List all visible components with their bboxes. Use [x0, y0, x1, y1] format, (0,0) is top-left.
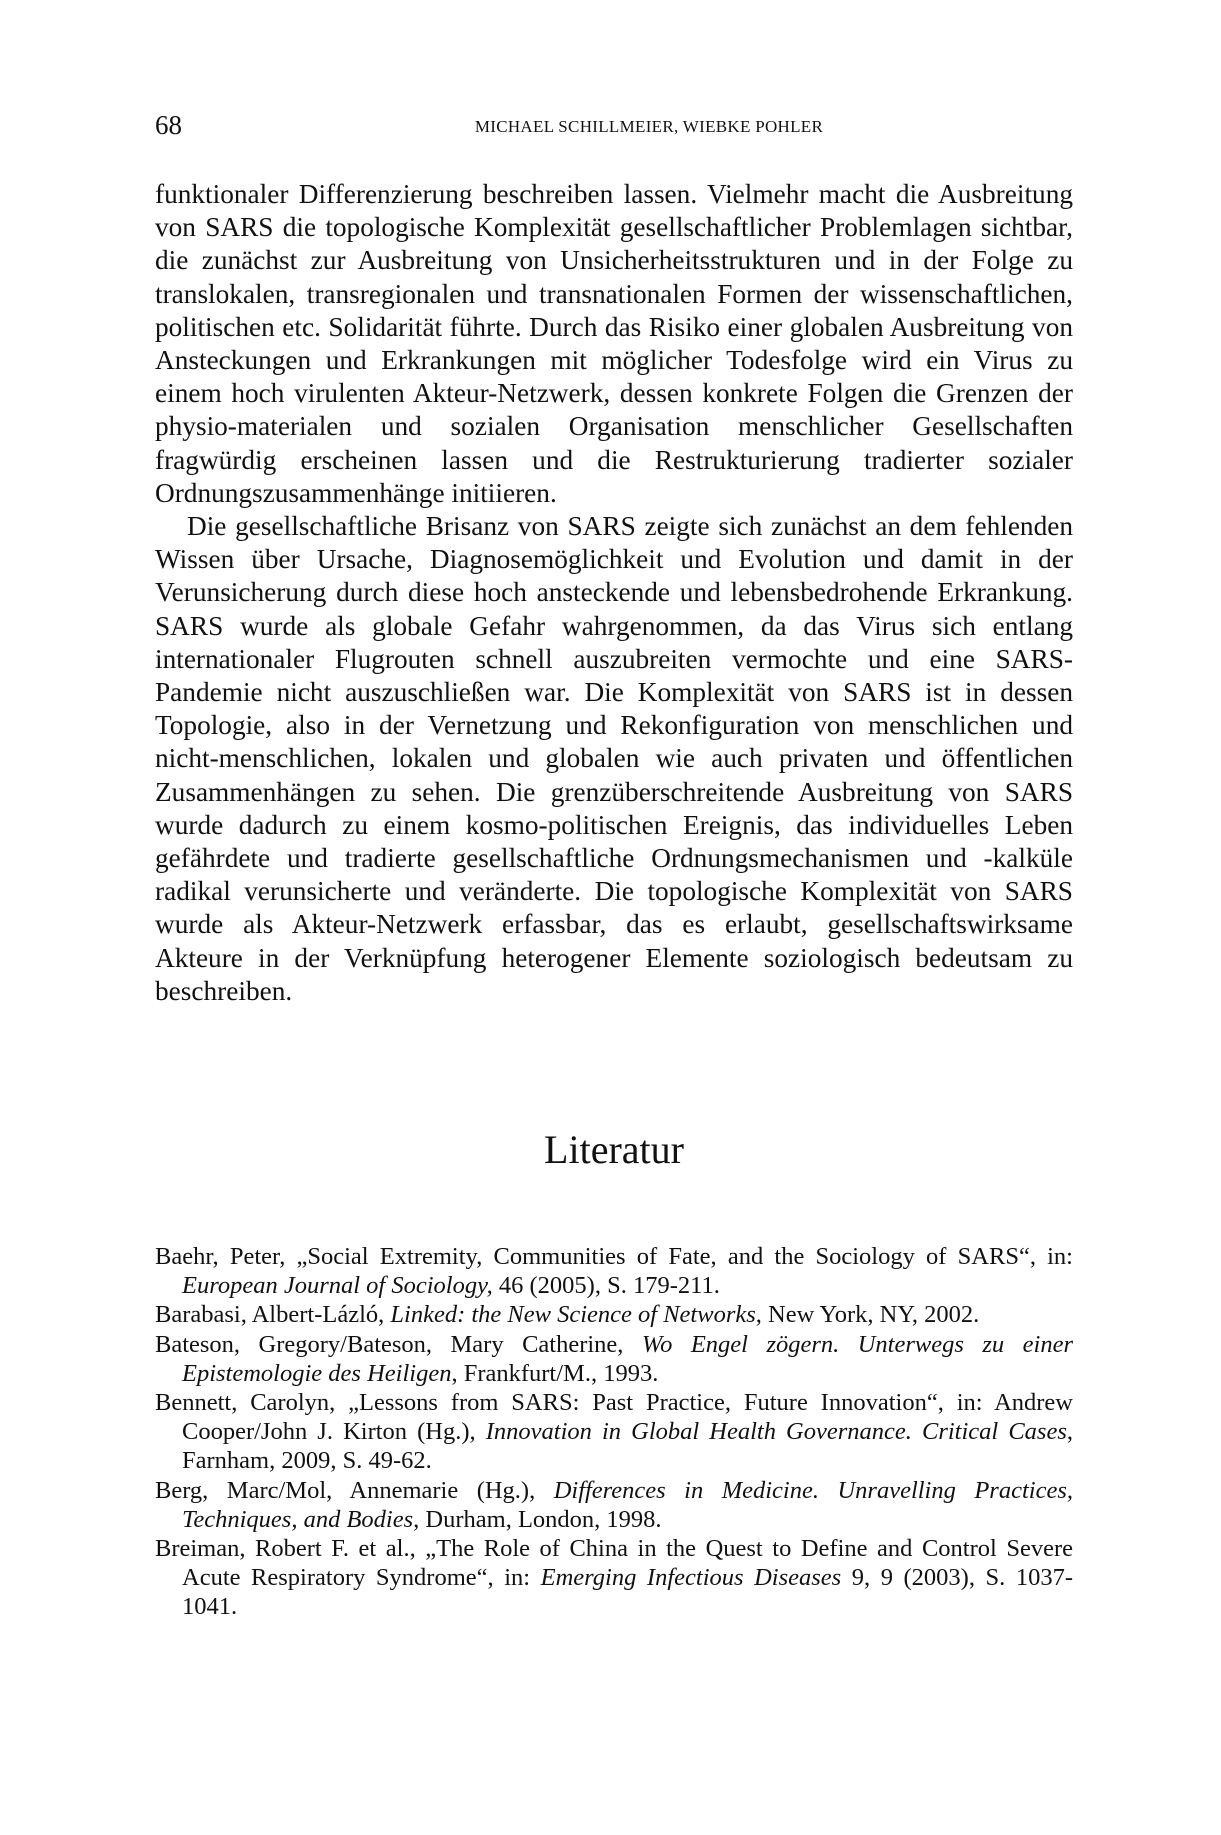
reference-title: Innovation in Global Health Governance. Critical Cases — [485, 1418, 1067, 1446]
reference-text: 9, 9 (2003), S. 1037-1041. — [182, 1564, 1073, 1621]
reference-title: Emerging Infectious Diseases — [540, 1564, 842, 1592]
reference-title: Linked: the New Science of Networks — [390, 1301, 756, 1329]
reference-item — [155, 1330, 1073, 1388]
reference-title: Differences in Medicine. Unravelling Practices, Techniques, and Bodies — [182, 1476, 1073, 1533]
page-number: 68 — [155, 110, 182, 140]
paragraph: funktionaler Differenzierung beschreiben lassen. Vielmehr macht die Ausbreitung von SARS die topologische Komplexität gesellschaftlicher Problemlagen sichtbar, die zunächst zur Ausbreitung von Unsicherheitsstrukturen und in der Folge zu translokalen, transregionalen und transnationalen Formen der wissenschaftlichen, politischen etc. Solidarität führte. Durch das Risiko einer globalen Ausbreitung von Ansteckungen und Erkrankungen mit möglicher Todesfolge wird ein Virus zu einem hoch virulenten Akteur-Netzwerk, dessen konkrete Folgen die Grenzen der physio-materialen und sozialen Organisation menschlicher Gesellschaften fragwürdig erscheinen lassen und die Restrukturierung tradierter sozialer Ordnungszusammenhänge initiieren. — [155, 179, 1073, 508]
reference-text: Barabasi, Albert-Lázló, — [155, 1301, 391, 1329]
reference-item — [155, 1534, 1073, 1622]
reference-item — [155, 1476, 1073, 1534]
reference-text: Berg, Marc/Mol, Annemarie (Hg.), — [155, 1476, 554, 1504]
reference-item — [155, 1300, 1073, 1329]
reference-text: Breiman, Robert F. et al., „The Role of China in the Quest to Define and Control Severe Acute Respiratory Syndrome“, in: — [155, 1535, 1073, 1592]
reference-text: , New York, NY, 2002. — [755, 1301, 980, 1329]
running-head: MICHAEL SCHILLMEIER, WIEBKE POHLER — [474, 117, 824, 136]
reference-text: Baehr, Peter, „Social Extremity, Communities of Fate, and the Sociology of SARS“, in: — [155, 1243, 1073, 1270]
reference-item — [155, 1388, 1073, 1476]
reference-text: Bateson, Gregory/Bateson, Mary Catherine, — [155, 1330, 642, 1358]
reference-text: 46 (2005), S. 179-211. — [492, 1272, 720, 1300]
reference-item — [155, 1242, 1073, 1300]
reference-text: , Frankfurt/M., 1993. — [451, 1359, 659, 1387]
page-header — [155, 108, 1073, 142]
reference-title: European Journal of Sociology, — [182, 1272, 493, 1300]
reference-text: Bennett, Carolyn, „Lessons from SARS: Past Practice, Future Innovation“, in: Andrew Cooper/John J. Kirton (Hg.), — [155, 1389, 1073, 1446]
section-title: Literatur — [544, 1127, 684, 1172]
reference-list — [155, 1242, 1073, 1622]
reference-text: , Durham, London, 1998. — [413, 1505, 662, 1533]
body-text — [155, 178, 1073, 1008]
paragraph: Die gesellschaftliche Brisanz von SARS zeigte sich zunächst an dem fehlenden Wissen über Ursache, Diagnosemöglichkeit und Evolution und damit in der Verunsicherung durch diese hoch ansteckende und lebensbedrohende Erkrankung. SARS wurde als globale Gefahr wahrgenommen, da das Virus sich entlang internationaler Flugrouten schnell auszubreiten vermochte und eine SARS-Pandemie nicht auszuschließen war. Die Komplexität von SARS ist in dessen Topologie, also in der Vernetzung und Rekonfiguration von menschlichen und nicht-menschlichen, lokalen und globalen wie auch privaten und öffentlichen Zusammenhängen zu sehen. Die grenzüberschreitende Ausbreitung von SARS wurde dadurch zu einem kosmo-politischen Ereignis, das individuelles Leben gefährdete und tradierte gesellschaftliche Ordnungsmechanismen und -kalküle radikal verunsicherte und veränderte. Die topologische Komplexität von SARS wurde als Akteur-Netzwerk erfassbar, das es erlaubt, gesellschaftswirksame Akteure in der Verknüpfung heterogener Elemente soziologisch bedeutsam zu beschreiben. — [155, 511, 1073, 1006]
reference-title: Wo Engel zögern. Unterwegs zu einer Epistemologie des Heiligen — [182, 1330, 1073, 1387]
reference-text: , Farnham, 2009, S. 49-62. — [182, 1418, 1073, 1475]
